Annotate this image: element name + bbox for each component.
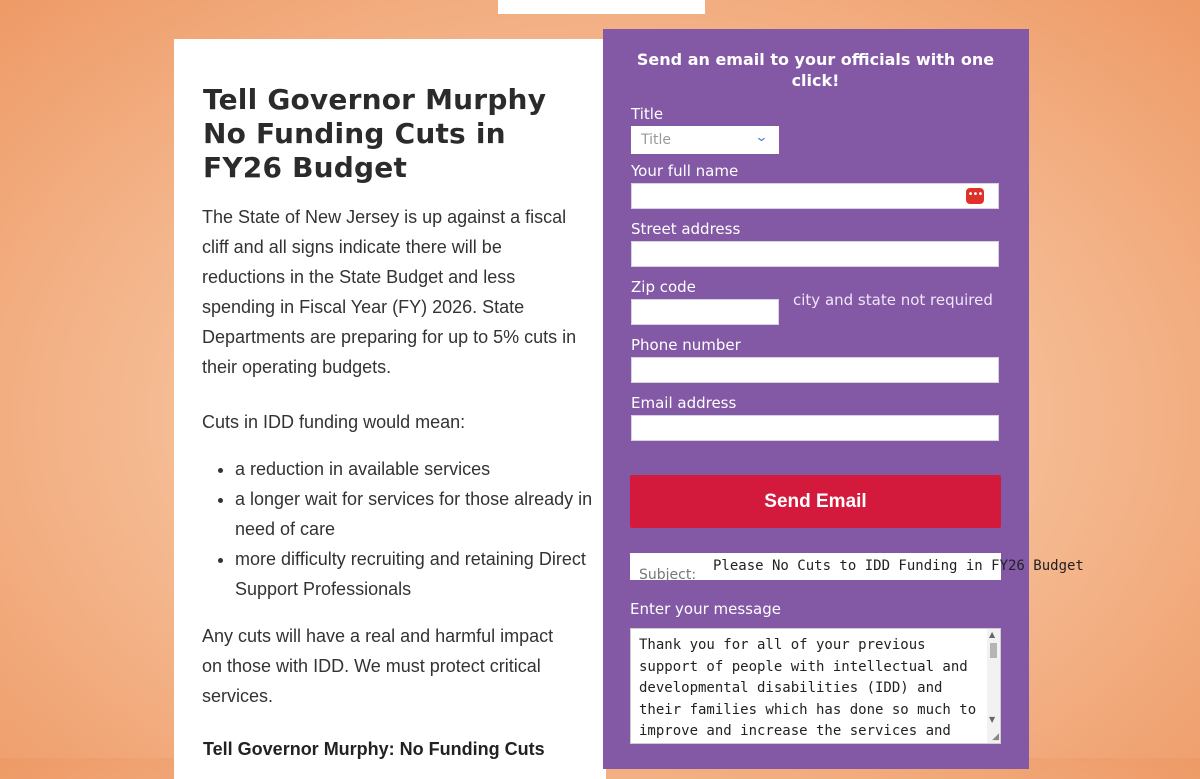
message-label: Enter your message [630,600,781,618]
impact-list [202,454,595,604]
intro-paragraph: The State of New Jersey is up against a fiscal cliff and all signs indicate there will be reductions in the State Budget and less spending in Fiscal Year (FY) 2026. State Departments are preparing for up to 5% cuts in their operating budgets. [202,207,577,377]
zip-code-input[interactable] [631,299,779,325]
message-text: Thank you for all of your previous support of people with intellectual and developmental disabilities (IDD) and their families which has done so much to improve and increase the services and [639,637,977,739]
zip-hint-text: city and state not required [793,291,993,309]
top-banner-strip [498,0,705,14]
message-textarea[interactable] [630,628,1001,744]
email-action-form [603,29,1084,769]
password-manager-icon[interactable]: ••• [966,188,984,204]
scrollbar-thumb[interactable] [990,643,997,658]
page-title: Tell Governor Murphy No Funding Cuts in FY26 Budget [203,83,547,184]
phone-input[interactable] [631,357,999,383]
scroll-down-icon[interactable]: ▼ [989,715,996,724]
subject-field[interactable] [630,553,1084,583]
message-scrollbar[interactable] [987,629,1000,743]
email-label: Email address [631,394,737,412]
email-input[interactable] [631,415,999,441]
title-select[interactable] [631,126,779,154]
title-label: Title [631,105,664,123]
closing-paragraph: Any cuts will have a real and harmful impact on those with IDD. We must protect critical services. [202,626,554,706]
list-item: • a longer wait for services for those already in need of care [235,484,595,544]
chevron-down-icon: ⌄ [754,130,769,145]
zip-label: Zip code [631,278,696,296]
list-item: • more difficulty recruiting and retaining Direct Support Professionals [235,544,595,604]
subject-value: Please No Cuts to IDD Funding in FY26 Budget [713,558,1084,574]
subject-label: Subject: [639,567,697,583]
full-name-input[interactable] [631,183,999,209]
resize-handle-icon[interactable]: ◢ [992,732,999,742]
street-label: Street address [631,220,741,238]
scroll-up-icon[interactable]: ▲ [989,630,996,639]
phone-label: Phone number [631,336,741,354]
title-select-value: Title [641,132,672,148]
article-card [174,39,606,779]
cuts-intro-text: Cuts in IDD funding would mean: [202,412,466,432]
name-label: Your full name [631,162,739,180]
form-heading: Send an email to your officials with one click! [636,50,995,90]
send-email-button[interactable]: Send Email [630,475,1001,528]
call-to-action-heading: Tell Governor Murphy: No Funding Cuts [203,739,545,759]
street-address-input[interactable] [631,241,999,267]
list-item: • a reduction in available services [235,454,595,484]
